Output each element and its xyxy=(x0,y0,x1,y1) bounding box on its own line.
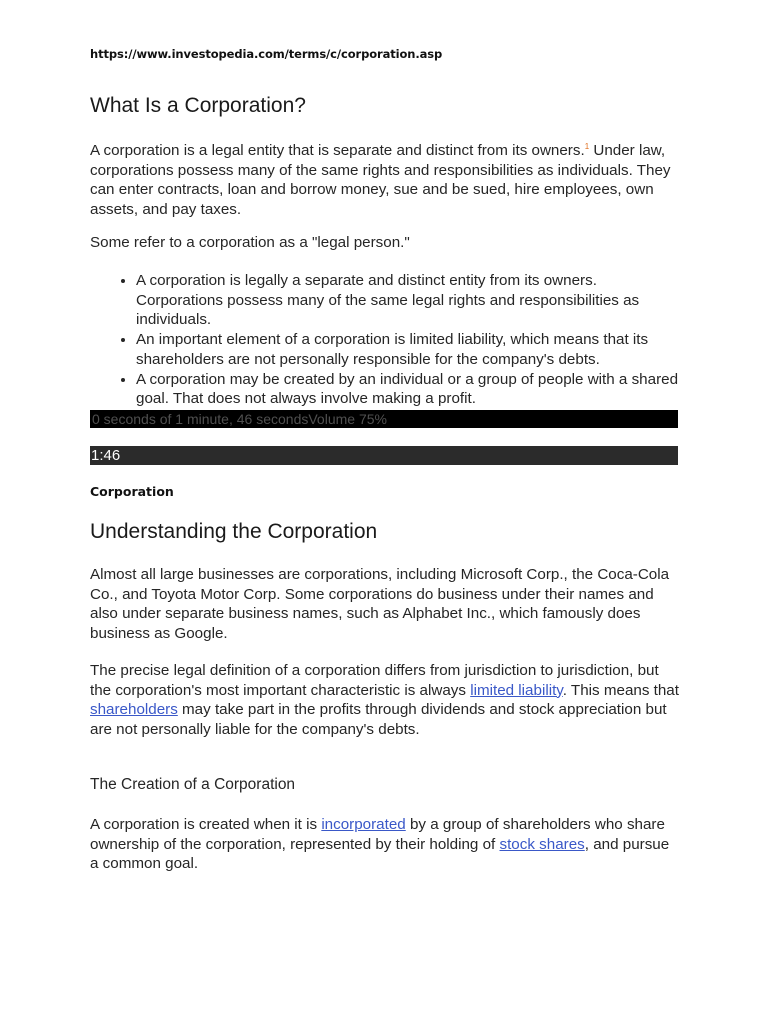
source-url: https://www.investopedia.com/terms/c/corporation.asp xyxy=(90,47,443,61)
creation-text-1: A corporation is created when it is xyxy=(90,816,322,833)
creation-paragraph xyxy=(90,815,680,874)
video-caption: Corporation xyxy=(90,484,174,499)
creation-text-3: , and pursue a common goal. xyxy=(90,835,670,872)
video-progress-text: 0 seconds of 1 minute, 46 secondsVolume 75% xyxy=(92,411,387,427)
definition-text-3: may take part in the profits through dividends and stock appreciation but are not personally liable for the company's debts. xyxy=(90,701,667,738)
businesses-paragraph: Almost all large businesses are corporations, including Microsoft Corp., the Coca-Cola Co., and Toyota Motor Corp. Some corporations do business under their names and also under separate business names, such as Alphabet Inc., which famously does business as Google. xyxy=(90,566,670,642)
incorporated-link[interactable]: incorporated xyxy=(321,816,406,833)
stock-shares-link[interactable]: stock shares xyxy=(499,835,585,853)
definition-text-2: . This means that xyxy=(562,681,679,699)
section-heading: Understanding the Corporation xyxy=(90,520,378,543)
video-player-bar[interactable] xyxy=(90,410,678,428)
legal-person-paragraph: Some refer to a corporation as a "legal person." xyxy=(90,234,410,251)
page-title: What Is a Corporation? xyxy=(90,94,306,117)
video-time-bar[interactable] xyxy=(90,446,678,465)
creation-text-2: by a group of shareholders who share ownership of the corporation, represented by their holding of xyxy=(90,816,665,853)
limited-liability-link[interactable]: limited liability xyxy=(470,681,563,699)
list-item: • A corporation is legally a separate and distinct entity from its owners. Corporations possess many of the same legal rights and responsibilities as individuals. xyxy=(136,271,680,330)
creation-heading: The Creation of a Corporation xyxy=(90,776,296,793)
intro-paragraph xyxy=(90,137,680,219)
intro-text-1: A corporation is a legal entity that is separate and distinct from its owners. xyxy=(90,142,585,160)
key-takeaways-list xyxy=(90,271,680,409)
definition-text-1: The precise legal definition of a corporation differs from jurisdiction to jurisdiction, but the corporation's most important characteristic is always xyxy=(90,662,659,699)
definition-paragraph xyxy=(90,661,680,739)
intro-text-2: Under law, corporations possess many of the same rights and responsibilities as individuals. They can enter contracts, loan and borrow money, sue and be sued, hire employees, own assets, and pay taxes. xyxy=(90,142,671,218)
video-duration: 1:46 xyxy=(91,447,121,464)
shareholders-link[interactable]: shareholders xyxy=(90,701,178,718)
list-item: • An important element of a corporation is limited liability, which means that its shareholders are not personally responsible for the company's debts. xyxy=(136,330,680,369)
footnote-marker[interactable]: 1 xyxy=(584,142,590,151)
list-item: • A corporation may be created by an individual or a group of people with a shared goal. That does not always involve making a profit. xyxy=(136,370,680,409)
